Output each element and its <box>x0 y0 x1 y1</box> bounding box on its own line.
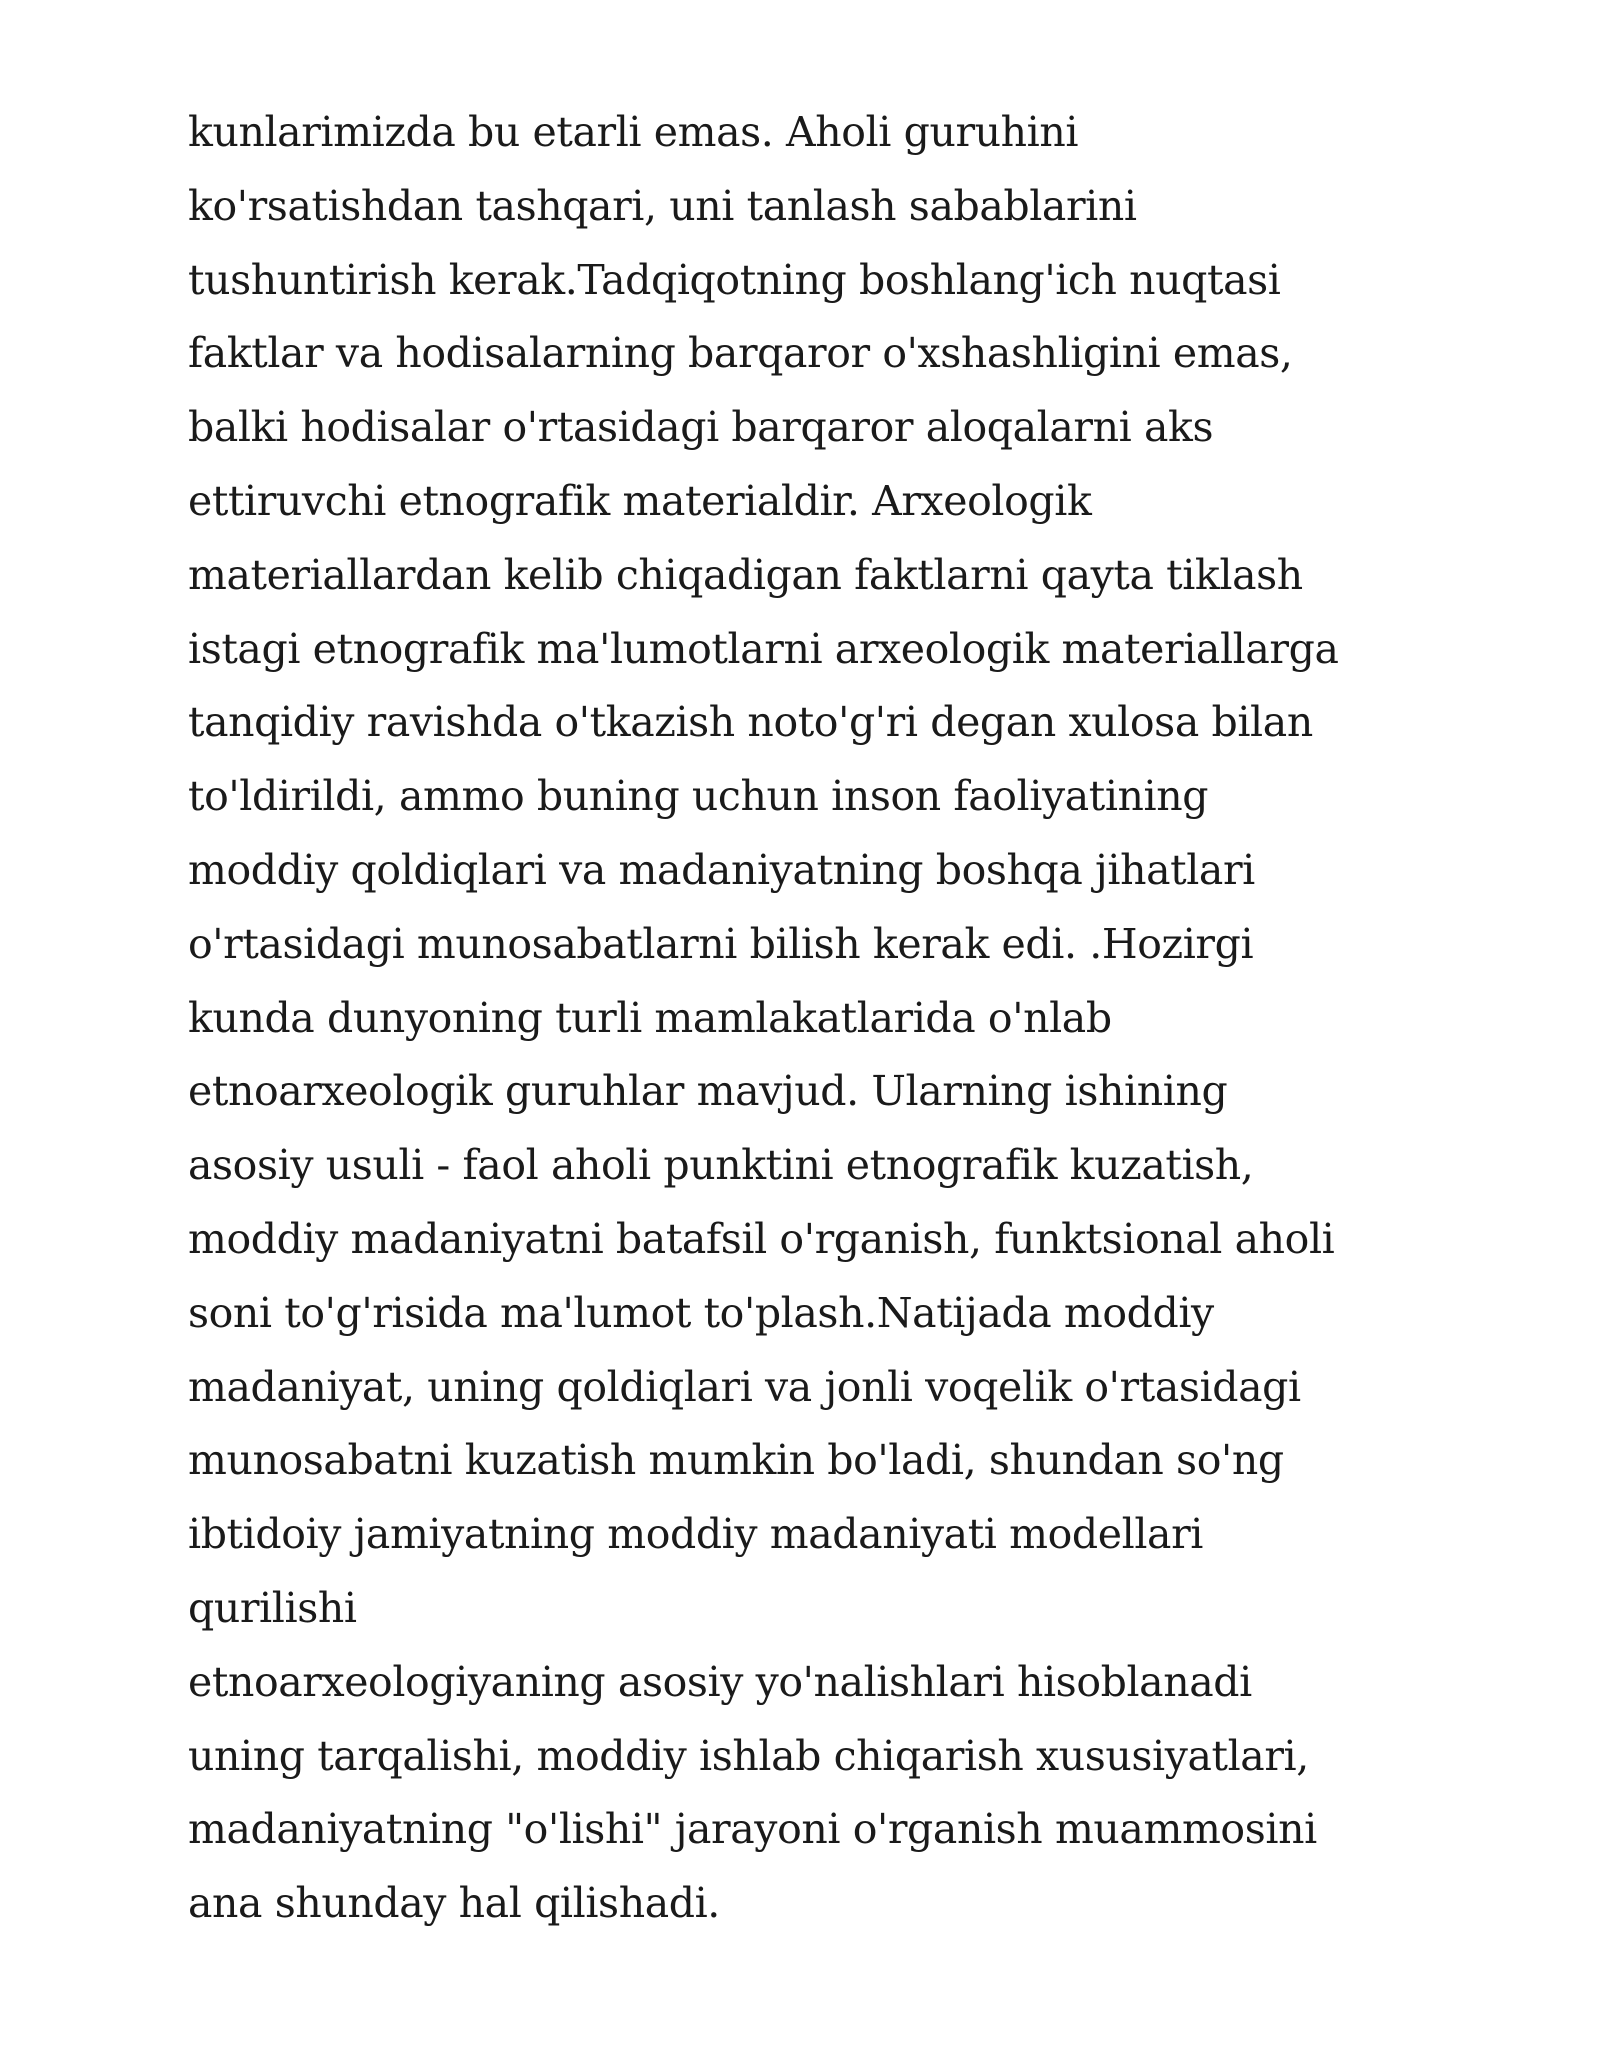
text-line: ko'rsatishdan tashqari, uni tanlash sabablarini <box>188 181 1137 230</box>
text-line: faktlar va hodisalarning barqaror o'xshashligini emas, <box>188 329 1293 378</box>
text-line: asosiy usuli - faol aholi punktini etnografik kuzatish, <box>188 1141 1254 1190</box>
text-line: uning tarqalishi, moddiy ishlab chiqarish xususiyatlari, <box>188 1731 1309 1780</box>
text-line: tanqidiy ravishda o'tkazish noto'g'ri degan xulosa bilan <box>188 698 1313 747</box>
text-line: etnoarxeologik guruhlar mavjud. Ularning ishining <box>188 1067 1228 1116</box>
text-line: ana shunday hal qilishadi. <box>188 1879 720 1928</box>
text-line: ibtidoiy jamiyatning moddiy madaniyati modellari <box>188 1510 1203 1559</box>
text-line: ettiruvchi etnografik materialdir. Arxeologik <box>188 476 1092 525</box>
text-line: kunda dunyoning turli mamlakatlarida o'nlab <box>188 993 1112 1042</box>
text-line: madaniyatning "o'lishi" jarayoni o'rganish muammosini <box>188 1805 1317 1854</box>
text-line: to'ldirildi, ammo buning uchun inson faoliyatining <box>188 772 1209 821</box>
text-line: o'rtasidagi munosabatlarni bilish kerak edi. .Hozirgi <box>188 919 1254 968</box>
text-line: istagi etnografik ma'lumotlarni arxeologik materiallarga <box>188 624 1339 673</box>
text-line: moddiy qoldiqlari va madaniyatning boshqa jihatlari <box>188 845 1255 894</box>
text-line: materiallardan kelib chiqadigan faktlarni qayta tiklash <box>188 550 1303 599</box>
text-line: madaniyat, uning qoldiqlari va jonli voqelik o'rtasidagi <box>188 1362 1301 1411</box>
text-line: etnoarxeologiyaning asosiy yo'nalishlari hisoblanadi <box>188 1657 1252 1706</box>
text-line: tushuntirish kerak.Tadqiqotning boshlang'ich nuqtasi <box>188 255 1281 304</box>
text-line: kunlarimizda bu etarli emas. Aholi guruhini <box>188 108 1079 156</box>
body-text <box>188 96 1438 1941</box>
text-line: munosabatni kuzatish mumkin bo'ladi, shundan so'ng <box>188 1436 1284 1485</box>
text-line: balki hodisalar o'rtasidagi barqaror aloqalarni aks <box>188 403 1214 452</box>
text-line: moddiy madaniyatni batafsil o'rganish, funktsional aholi <box>188 1214 1335 1263</box>
text-line: qurilishi <box>188 1583 357 1632</box>
text-line: soni to'g'risida ma'lumot to'plash.Natijada moddiy <box>188 1288 1214 1337</box>
